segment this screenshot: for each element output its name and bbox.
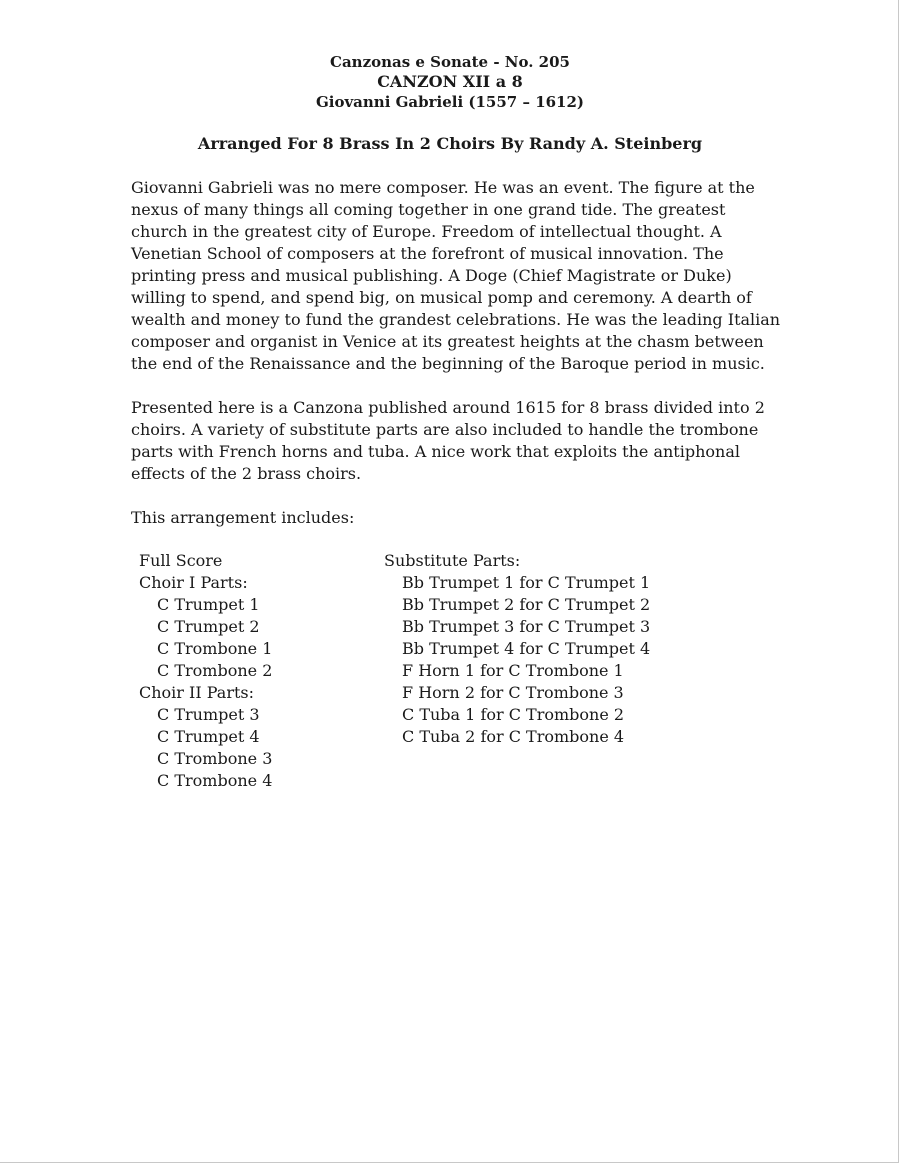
list-item: C Trombone 2 xyxy=(157,661,273,680)
parts-list-right xyxy=(384,550,704,748)
series-title: Canzonas e Sonate - No. 205 xyxy=(330,53,570,71)
composer-line: Giovanni Gabrieli (1557 – 1612) xyxy=(315,93,585,111)
list-item: Bb Trumpet 4 for C Trumpet 4 xyxy=(402,639,651,658)
list-item: Bb Trumpet 2 for C Trumpet 2 xyxy=(402,595,651,614)
list-item: C Trumpet 4 xyxy=(157,727,260,746)
substitute-parts-heading: Substitute Parts: xyxy=(384,551,521,570)
list-item: C Tuba 1 for C Trombone 2 xyxy=(402,705,625,724)
list-item: Bb Trumpet 1 for C Trumpet 1 xyxy=(402,573,651,592)
list-item: C Trumpet 1 xyxy=(157,595,260,614)
full-score-item: Full Score xyxy=(139,551,223,570)
choir-2-heading: Choir II Parts: xyxy=(139,683,255,702)
choir-1-heading: Choir I Parts: xyxy=(139,573,248,592)
description-paragraph: Presented here is a Canzona published around 1615 for 8 brass divided into 2 choirs. A variety of substitute parts are also included to handle the trombone parts with French horns and tuba. A nice work that exploits the antiphonal effects of the 2 brass choirs. xyxy=(131,398,765,483)
list-item: C Trombone 4 xyxy=(157,771,273,790)
arranger-line: Arranged For 8 Brass In 2 Choirs By Randy A. Steinberg xyxy=(197,134,703,153)
intro-paragraph: Giovanni Gabrieli was no mere composer. He was an event. The figure at the nexus of many things all coming together in one grand tide. The greatest church in the greatest city of Europe. Freedom of intellectual thought. A Venetian School of composers at the forefront of musical innovation. The printing press and musical publishing. A Doge (Chief Magistrate or Duke) willing to spend, and spend big, on musical pomp and ceremony. A dearth of wealth and money to fund the grandest celebrations. He was the leading Italian composer and organist in Venice at its greatest heights at the chasm between the end of the Renaissance and the beginning of the Baroque period in music. xyxy=(131,178,781,373)
list-item: Bb Trumpet 3 for C Trumpet 3 xyxy=(402,617,651,636)
list-item: C Trombone 1 xyxy=(157,639,273,658)
list-item: C Tuba 2 for C Trombone 4 xyxy=(402,727,625,746)
title-block xyxy=(0,52,900,112)
list-item: C Trumpet 2 xyxy=(157,617,260,636)
piece-title: CANZON XII a 8 xyxy=(377,72,523,91)
parts-list-left xyxy=(139,550,369,792)
list-item: F Horn 1 for C Trombone 1 xyxy=(402,661,624,680)
list-item: F Horn 2 for C Trombone 3 xyxy=(402,683,624,702)
includes-heading: This arrangement includes: xyxy=(131,508,355,527)
list-item: C Trumpet 3 xyxy=(157,705,260,724)
list-item: C Trombone 3 xyxy=(157,749,273,768)
